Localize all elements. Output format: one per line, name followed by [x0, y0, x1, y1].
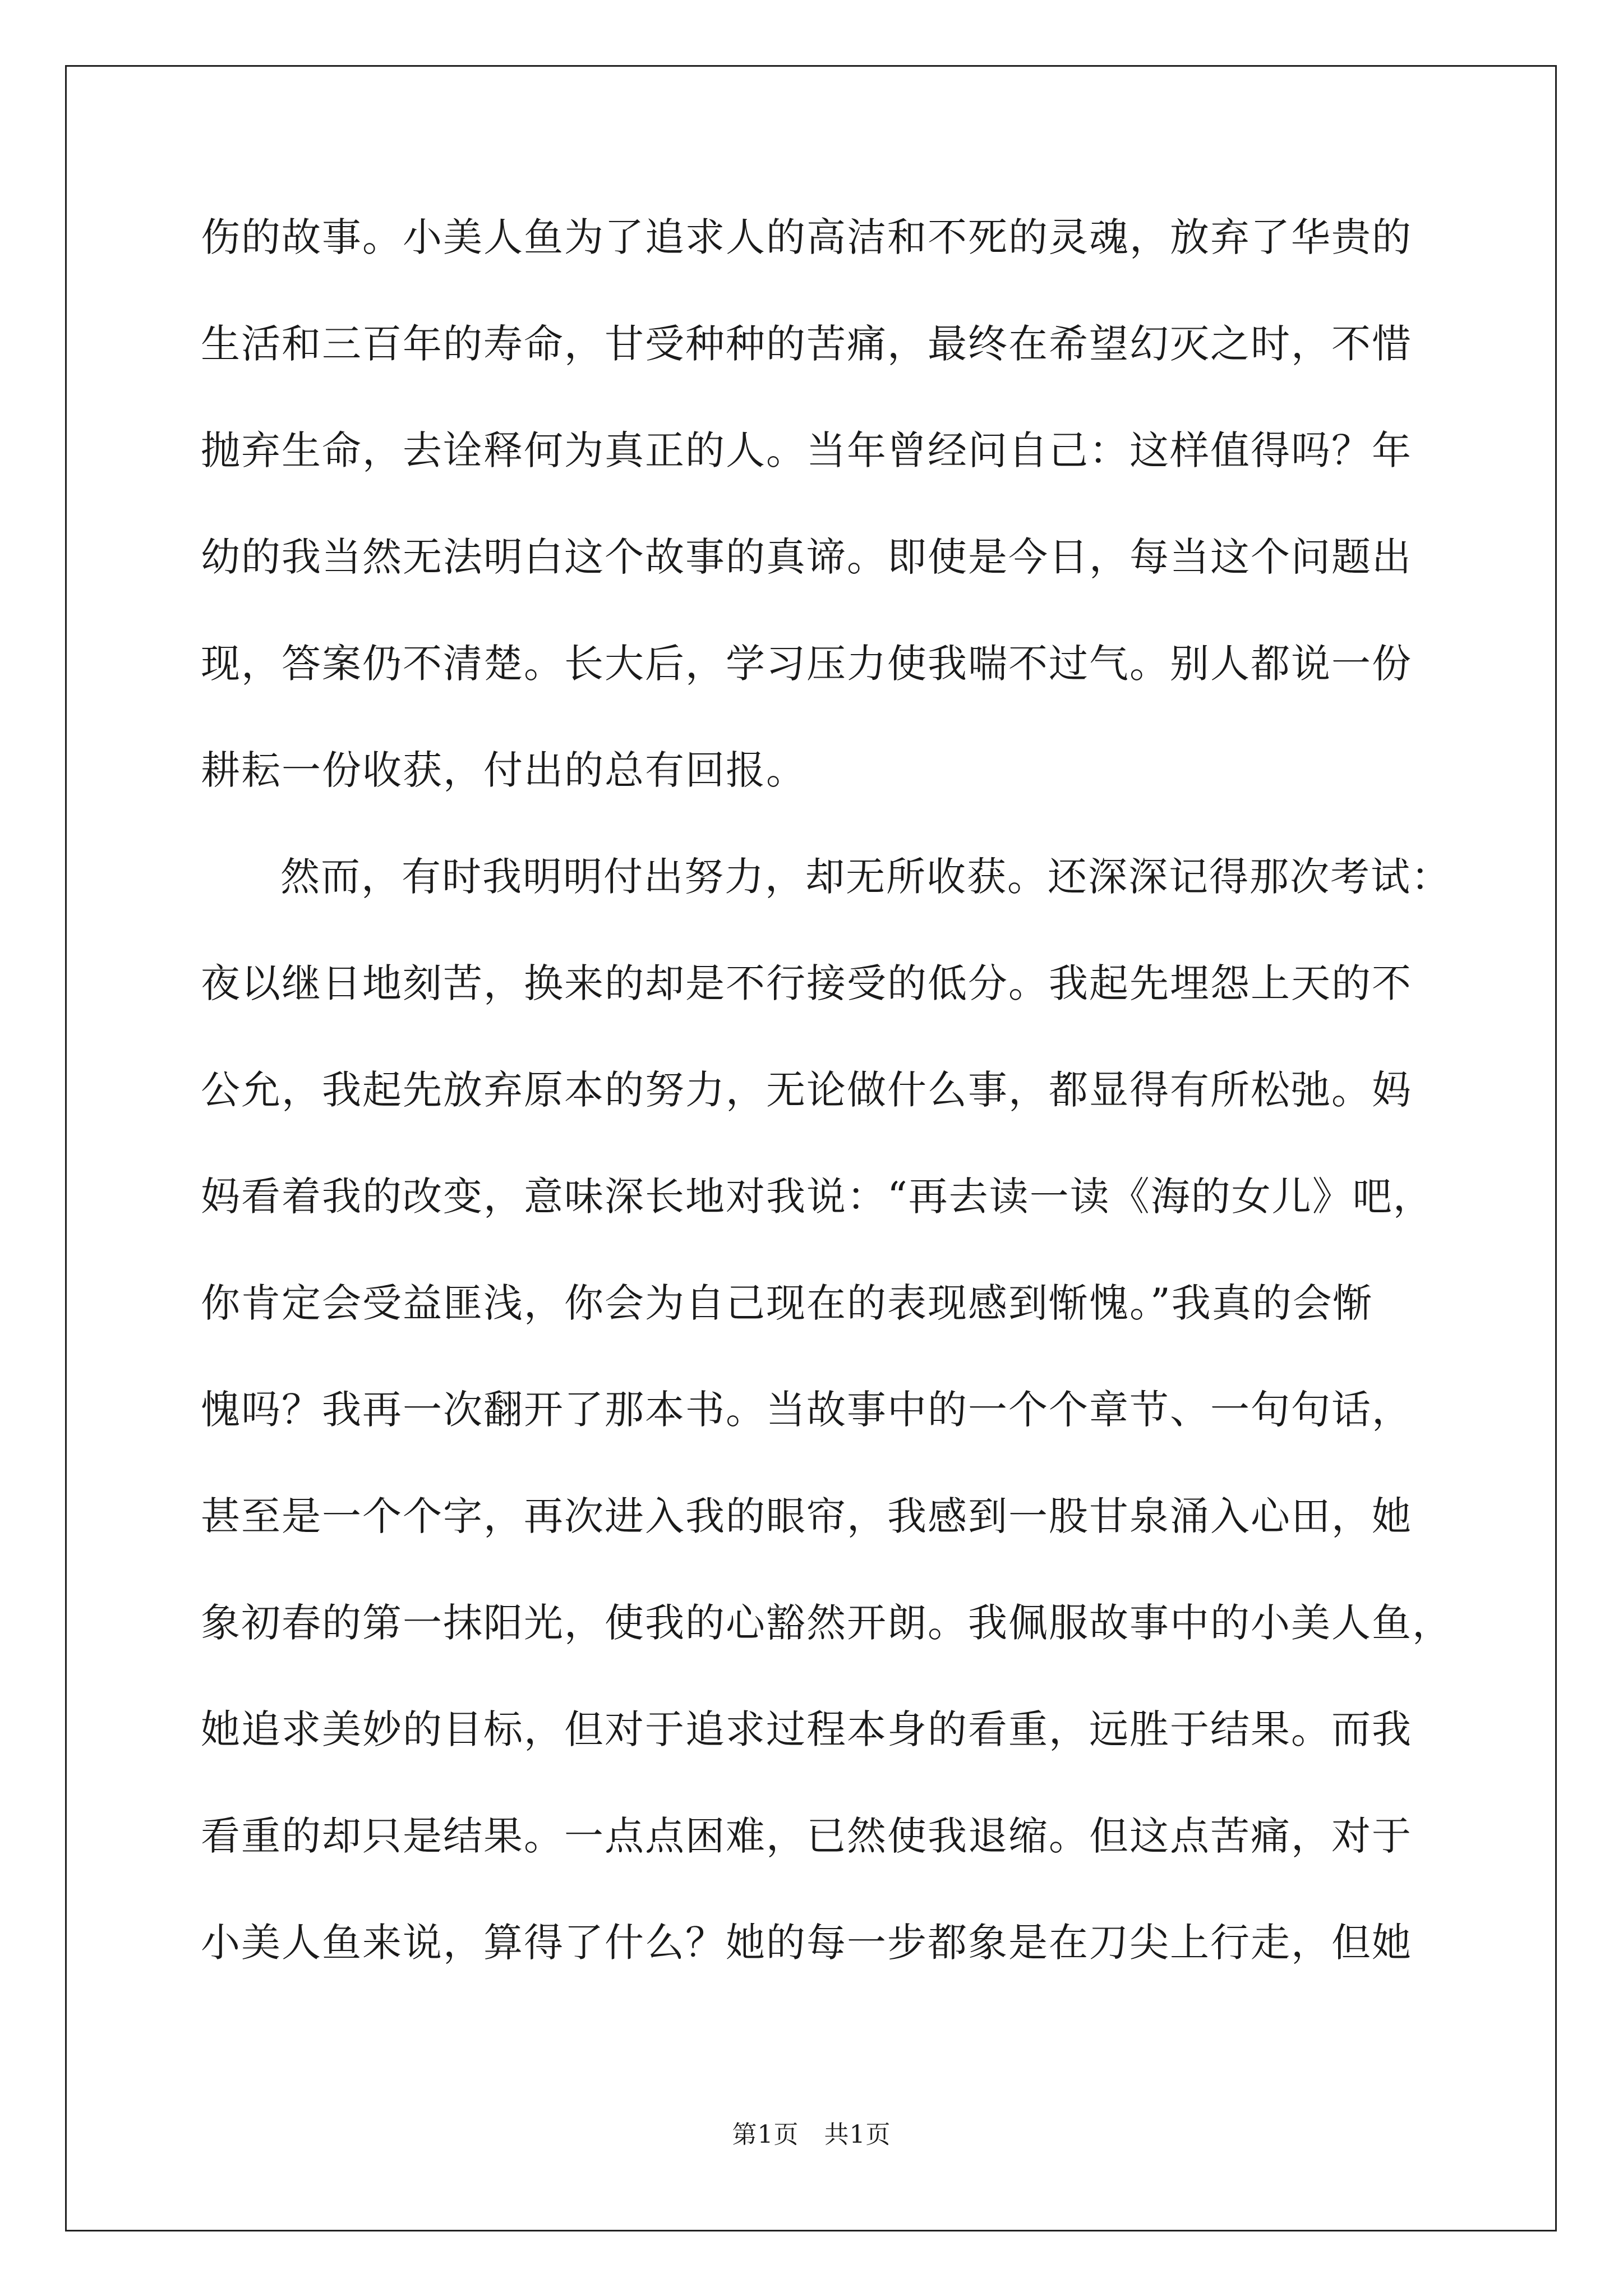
- text-line: 甚至是一个个字，再次进入我的眼帘，我感到一股甘泉涌入心田，她: [201, 1493, 1412, 1539]
- page-number-footer: 第1页 共1页: [732, 2120, 891, 2149]
- text-line: 她追求美妙的目标，但对于追求过程本身的看重，远胜于结果。而我: [201, 1706, 1412, 1752]
- text-line: 夜以继日地刻苦，换来的却是不行接受的低分。我起先埋怨上天的不: [201, 960, 1412, 1006]
- text-line: 象初春的第一抹阳光，使我的心豁然开朗。我佩服故事中的小美人鱼，: [201, 1600, 1453, 1646]
- text-line: 然而，有时我明明付出努力，却无所收获。还深深记得那次考试：: [280, 854, 1451, 900]
- text-line: 你肯定会受益匪浅，你会为自己现在的表现感到惭愧。”我真的会惭: [201, 1280, 1373, 1326]
- text-line: 看重的却只是结果。一点点困难，已然使我退缩。但这点苦痛，对于: [201, 1813, 1412, 1859]
- text-line: 伤的故事。小美人鱼为了追求人的高洁和不死的灵魂，放弃了华贵的: [201, 214, 1412, 260]
- text-line: 妈看着我的改变，意味深长地对我说：“再去读一读《海的女儿》吧，: [201, 1174, 1433, 1220]
- text-line: 公允，我起先放弃原本的努力，无论做什么事，都显得有所松弛。妈: [201, 1067, 1412, 1113]
- text-line: 耕耘一份收获，付出的总有回报。: [201, 747, 806, 793]
- text-line: 愧吗？我再一次翻开了那本书。当故事中的一个个章节、一句句话，: [201, 1387, 1412, 1433]
- page-border: [65, 65, 1557, 2231]
- text-line: 抛弃生命，去诠释何为真正的人。当年曾经问自己：这样值得吗？年: [201, 427, 1412, 473]
- text-line: 生活和三百年的寿命，甘受种种的苦痛，最终在希望幻灭之时，不惜: [201, 321, 1412, 367]
- text-line: 小美人鱼来说，算得了什么？她的每一步都象是在刀尖上行走，但她: [201, 1920, 1412, 1966]
- text-line: 幼的我当然无法明白这个故事的真谛。即使是今日，每当这个问题出: [201, 534, 1412, 580]
- text-line: 现，答案仍不清楚。长大后，学习压力使我喘不过气。别人都说一份: [201, 641, 1412, 687]
